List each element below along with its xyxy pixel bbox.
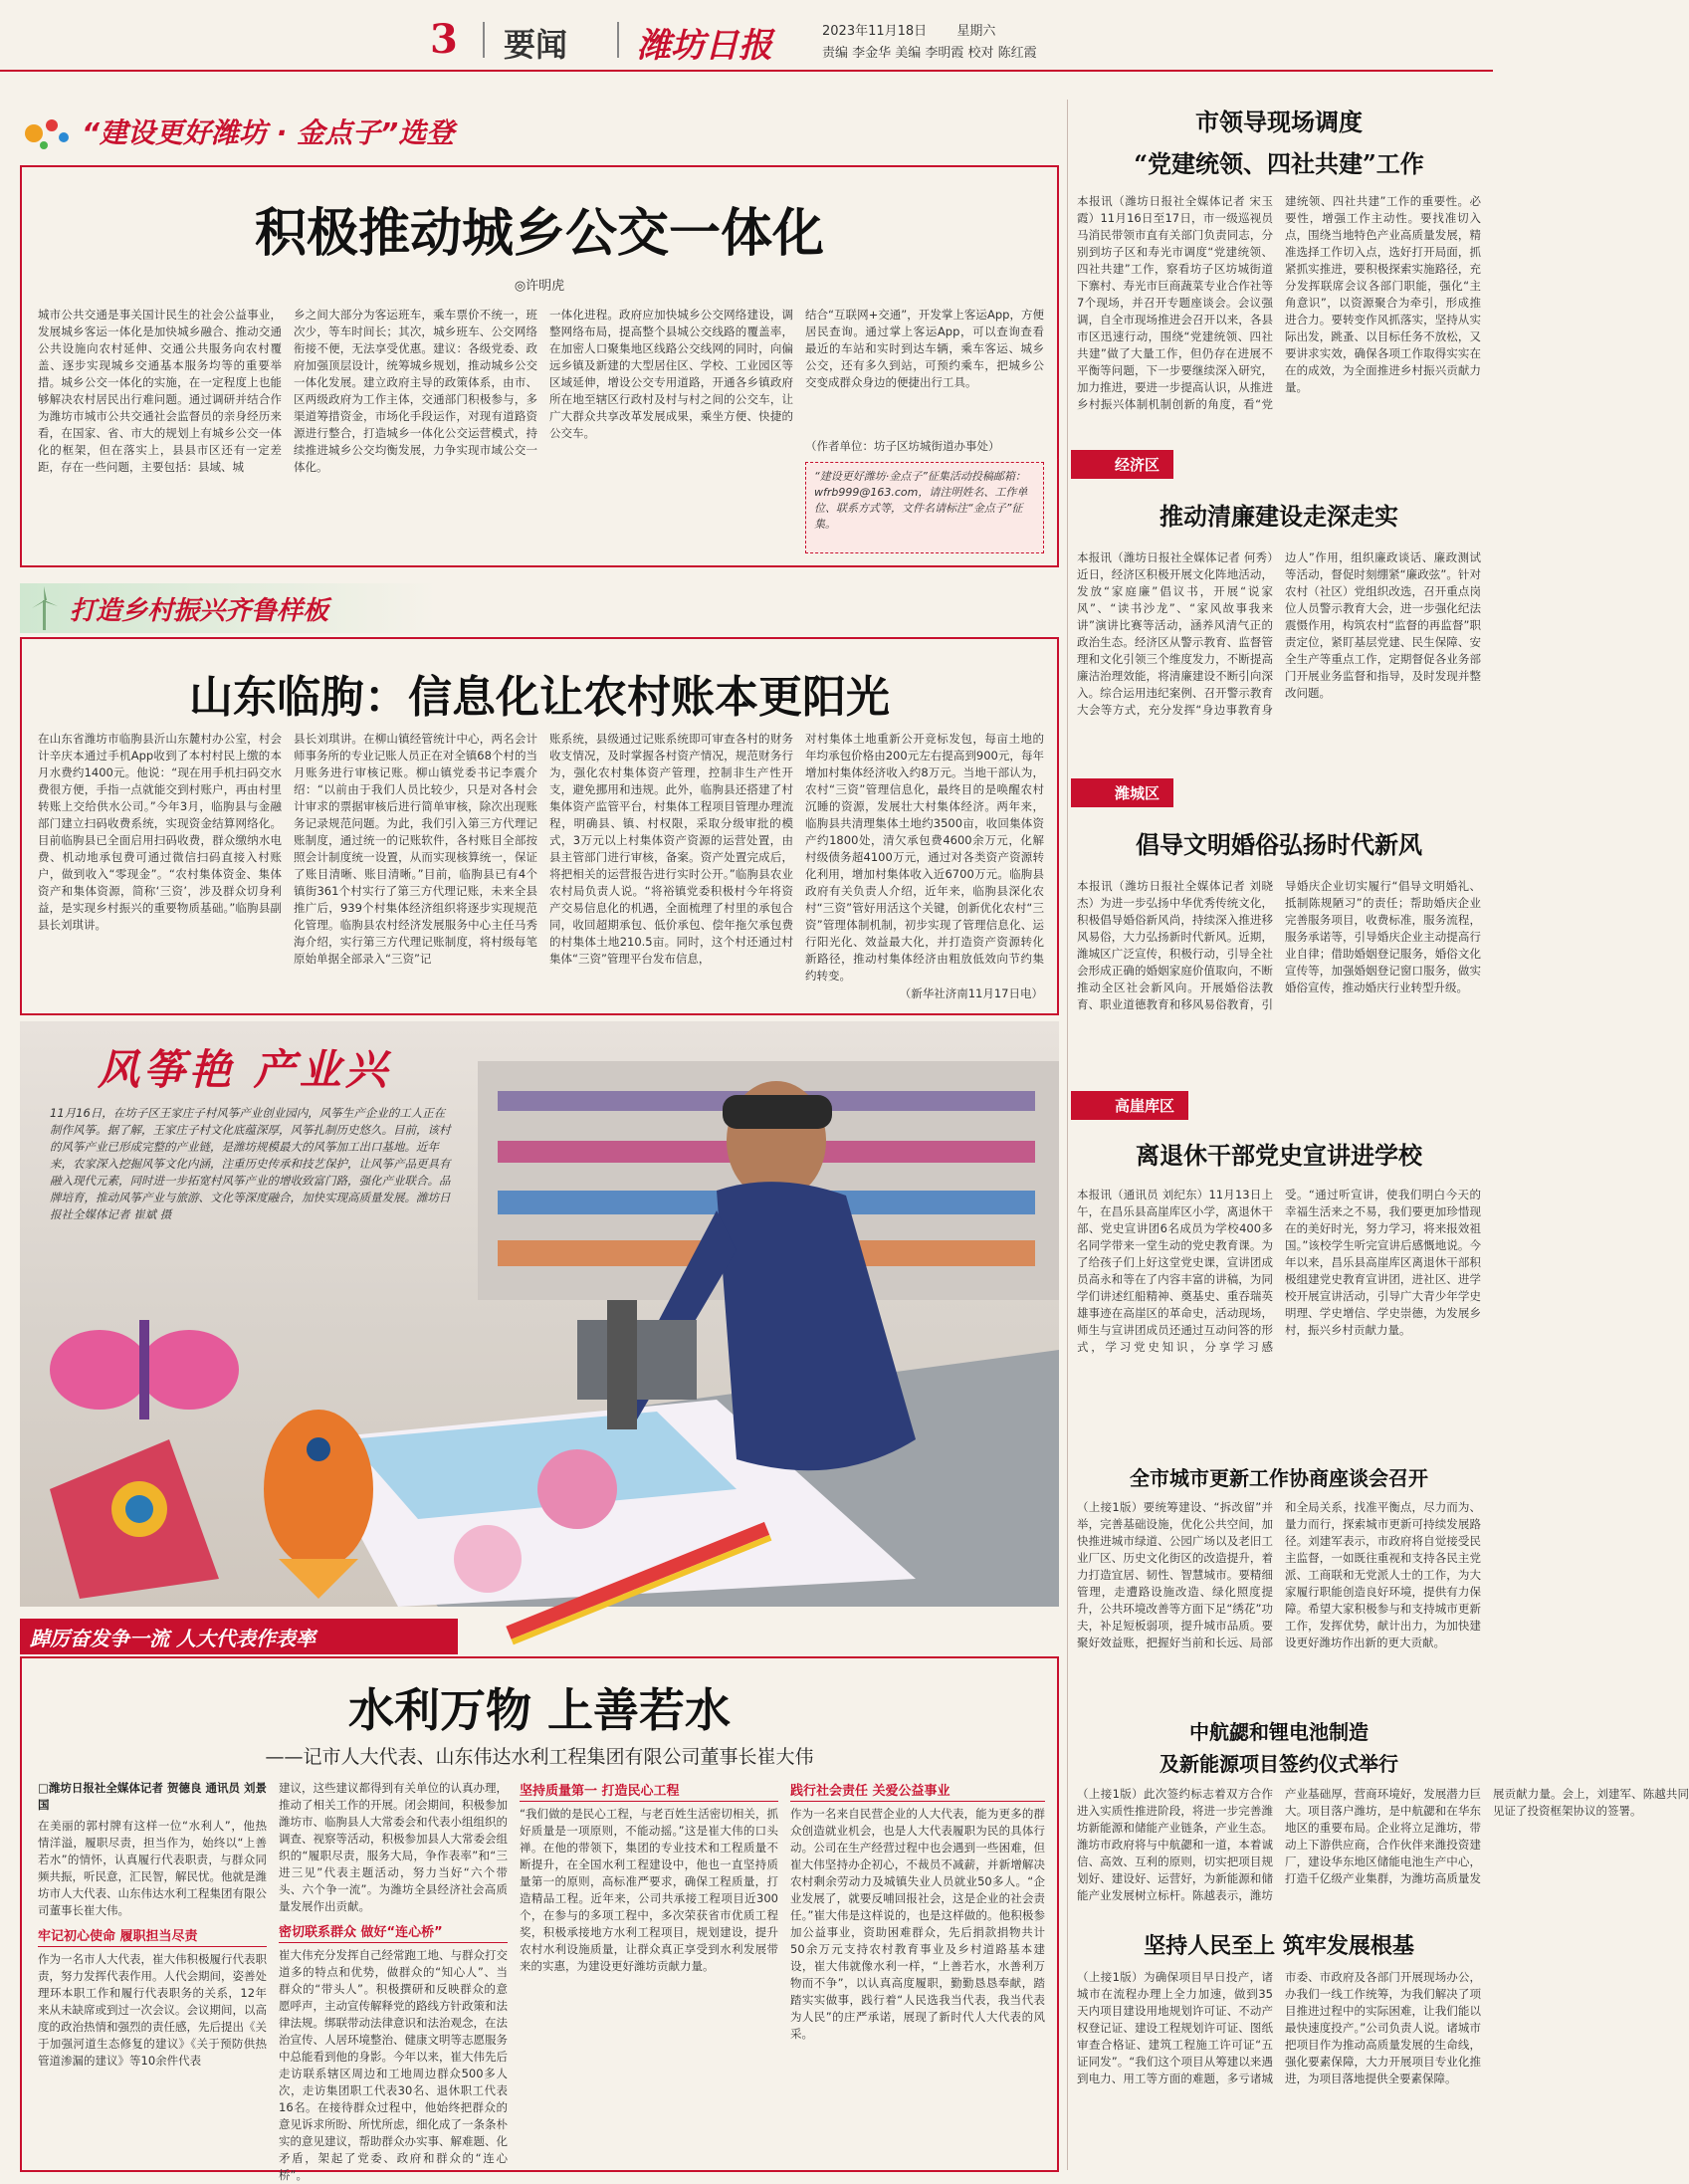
- jjq-body: 本报讯（潍坊日报社全媒体记者 何秀）近日，经济区积极开展文化阵地活动，发放“家庭廉”倡议书，开展“说家风”、“读书沙龙”、“家风故事我来讲”演讲比赛等活动，涵养风清气正的政治生态。经济区从警示教育、监督管理和文化引领三个维度发力，不断提高廉洁治理效能，将清廉建设不断引向深入。综合运用违纪案例、召开警示教育大会等方式，充分发挥“身边事教育身边人”作用，组织廉政谈话、廉政测试等活动，督促时刻绷紧“廉政弦”。针对农村（社区）党组织改选，召开重点岗位人员警示教育大会，进一步强化纪法震慑作用，构筑农村“监督的再监督”职责定位，紧盯基层党建、民生保障、安全生产等重点工作，定期督促各业务部门开展业务监督和指导，及时发现并整改问题。: [1077, 550, 1481, 717]
- gyk-body: 本报讯（通讯员 刘纪东）11月13日上午，在昌乐县高崖库区小学，离退休干部、党史宣讲团6名成员为学校400多名同学带来一堂生动的党史教育课。为了给孩子们上好这堂党史课，宣讲团成员高永和等在了内容丰富的讲稿，为同学们讲述红船精神、奠基史、重吞瑞英雄事迹在高崖区的革命史，活动现场，师生与宣讲团成员还通过互动问答的形式，学习党史知识，分享学习感受。“通过听宣讲，使我们明白今天的幸福生活来之不易，我们要更加珍惜现在的美好时光，努力学习，将来报效祖国。”该校学生听完宣讲后感慨地说。今年以来，昌乐县高崖库区离退休干部积极组建党史教育宣讲团，进社区、进学校开展宣讲活动，引导广大青少年学史明理、学史增信、学史崇德，为发展乡村，振兴乡村贡献力量。: [1077, 1188, 1481, 1354]
- article-water-deputy: [20, 1656, 1059, 2182]
- article-col-1: 在山东省潍坊市临朐县沂山东麓村办公室，村会计辛庆本通过手机App收到了本村村民上缴的本月水费约1400元。他说：“现在用手机扫码交水费很方便，手指一点就能交到村账户，再由村里转账上交给供水公司。”今年3月，临朐县与金融部门建立扫码收费系统，实现资金结算网络化。目前临朐县已全面启用扫码收费，群众缴纳水电费、机动地承包费可通过微信扫码直接入村账户，做到收入“零现金”。“农村集体资金、集体资产和集体资源，简称‘三资’，涉及群众切身利益，是实现乡村振兴的重要物质基础。”临朐县副县长刘琪讲。: [38, 732, 282, 932]
- wcq-body: 本报讯（潍坊日报社全媒体记者 刘晓杰）为进一步弘扬中华优秀传统文化，积极倡导婚俗新风尚，持续深入推进移风易俗，大力弘扬新时代新风。近期，潍城区广泛宣传，积极行动，引导全社会形成正确的婚姻家庭价值取向，不断推动全区社会新风向。开展婚俗法教育、职业道德教育和移风易俗教育，引导婚庆企业切实履行“倡导文明婚礼、抵制陈规陋习”的责任；帮助婚庆企业完善服务项目，收费标准，服务流程，服务承诺等，引导婚庆企业主动提高行业自律；借助婚姻登记服务，婚俗文化宣传等，加强婚姻登记窗口服务，做实婚俗宣传，推动婚庆行业转型升级。: [1077, 879, 1481, 1011]
- article-col-3: 一体化进程。政府应加快城乡公交网络建设，调整网络布局，提高整个县城公交线路的覆盖率，在加密人口聚集地区线路公交线网的同时，向偏远乡镇及新建的大型居住区、学校、工业园区等区域延伸，增设公交专用道路，开通各乡镇政府所在地至辖区行政村及村与村之间的公交车，让广大群众共享改革发展成果，乘坐方便、快捷的公交车。: [549, 308, 793, 440]
- article-col-3: 账系统，县级通过记账系统即可审查各村的财务收支情况，及时掌握各村资产情况，规范财务行为，强化农村集体资产管理，控制非生产性开支，避免挪用和违规。此外，临朐县还搭建了村集体资产监管平台，村集体工程项目管理办理流程，明确县、镇、村权限，采取分级审批的模式，3万元以上村集体资产资源的运营处置，由县主管部门进行审核，备案。资产处置完成后，将把相关的运营报告进行实时公开。”临朐县农业农村局负责人说。“将裕镇党委积极村今年将资产交易信息化的机遇，全面梳理了村里的承包合同，收回超期承包、低价承包、偿年拖欠承包费的村集体土地210.5亩。同时，这个村还通过村集体“三资”管理平台发布信息，: [549, 732, 793, 966]
- body-3: 崔大伟充分发挥自己经常跑工地、与群众打交道多的特点和优势，做群众的“知心人”、当群众的“带头人”。积极撰研和反映群众的意愿呼声，主动宣传解释党的路线方针政策和法律法规。绑联带动法律意识和法治观念，在法治宣传、人居环境整治、健康文明等志愿服务中总能看到他的身影。今年以来，崔大伟先后走访联系辖区周边和工地周边群众500多人次，走访集团职工代表30名、退休职工代表16名。在接待群众过程中，他始终把群众的意见诉求所盼、所忧所虑，细化成了一条条朴实的意见建议，帮助群众办实事、解难题、化矛盾，架起了党委、政府和群众的“连心桥”。: [279, 1948, 508, 2182]
- subhead-3: 坚持质量第一 打造民心工程: [520, 1780, 778, 1802]
- jjq-title: 推动清廉建设走深走实: [1160, 502, 1398, 531]
- photo-caption: 11月16日，在坊子区王家庄子村风筝产业创业园内，风筝生产企业的工人正在制作风筝。据了解，王家庄子村文化底蕴深厚，风筝扎制历史悠久。目前，该村的风筝产业已形成完整的产业链，是潍坊规模最大的风筝加工出口基地。近年来，农家深入挖掘风筝文化内涵，注重历史传承和技艺保护，让风筝产品更具有融入现代元素，同时进一步拓宽村风筝产业的增收致富门路，强化产业联合。品牌培育，推动风筝产业与旅游、文化等深度融合，加快实现高质量发展。潍坊日报社全媒体记者 崔斌 摄: [50, 1106, 451, 1221]
- article-linqu-accounts: [20, 637, 1059, 1015]
- sparkle-icon: [20, 111, 74, 151]
- editors-line: 责编 李金华 美编 李明霞 校对 陈红霞: [822, 46, 1037, 61]
- article-title: 水利万物 上善若水: [347, 1683, 731, 1737]
- right-column-divider: [1067, 100, 1068, 2170]
- masthead-rule: [0, 70, 1493, 72]
- fish-kite: [264, 1410, 373, 1599]
- body-2: 建议，这些建议都得到有关单位的认真办理，推动了相关工作的开展。闭会期间，积极参加潍坊市、临朐县人大常委会和代表小组组织的调查、视察等活动，积极参加县人大常委会组织的“履职尽责，服务大局，争作表率”和“三进三见”代表主题活动，努力当好“六个带头、六个争一流”。为潍坊全县经济社会高质量发展作出贡献。: [279, 1781, 508, 1913]
- wcq-title: 倡导文明婚俗弘扬时代新风: [1136, 830, 1422, 859]
- phoenix-kite: [50, 1439, 219, 1599]
- right-top-title-1: 市领导现场调度: [1195, 108, 1363, 136]
- butterfly-kite: [50, 1320, 239, 1420]
- right-top-title-2: “党建统领、四社共建”工作: [1134, 149, 1424, 178]
- right-top-body: 本报讯（潍坊日报社全媒体记者 宋玉霞）11月16日至17日，市一级巡视员马消民带领市直有关部门负责同志，分别到坊子区和寿光市调度“党建统领、四社共建”工作，察看坊子区坊城街道下寨村、寿光市巨商蔬菜专业合作社等7个现场，并召开专题座谈会。会议强调，自全市现场推进会召开以来，各县市区迅速行动，围绕“党建统领、四社共建”做了大量工作，但仍存在进展不平衡等问题，下一步要继续深入研究，加力推进，要进一步提高认识，从推进乡村振兴体制机制创新的角度，看“党建统领、四社共建”工作的重要性。必要性，增强工作主动性。要找准切入点，围绕当地特色产业高质量发展，精准选择工作切入点，选好打开局面，抓紧抓实推进，要积极探索实施路径，充分发挥联席会议各部门职能，强化“主角意识”，以资源聚合为牵引，形成推进合力。要转变作风抓落实，坚持从实际出发，跳蚤、以目标任务不放松，又要讲求实效，确保各项工作取得实实在在的成效，为全面推进乡村振兴贡献力量。: [1077, 194, 1481, 411]
- article-col-2: 县长刘琪讲。在柳山镇经管统计中心，两名会计师事务所的专业记账人员正在对全镇68个村的当月账务进行审核记账。柳山镇党委书记李震介绍：“以前由于我们人员比较少，只是对各村会计审求的票据审核后进行简单审核，除次出现账务记录规范问题。为此，我们引入第三方代理记账制度，通过统一的记账软件，各村账目全部按照会计制度统一设置，从而实现核算统一，保证了账目清晰、账目清晰。”目前，临朐县已有4个镇街361个村实行了第三方代理记账，未来全县推广后，939个村集体经济组织将逐步实现规范化管理。临朐县农村经济发展服务中心主任马秀海介绍，实行第三方代理记账制度，将村级每笔原始单据全部录入“三资”记: [294, 732, 537, 966]
- kite-photo: [20, 1021, 1059, 1607]
- article-col-2: [279, 1780, 508, 2182]
- news3-body: （上接1版）为确保项目早日投产，诸城市在流程办理上全力加速，做到35天内项目建设用地规划许可证、不动产权登记证、建设工程规划许可证、图纸审查合格证、建筑工程施工许可证“五证同发”。“我们这个项目从筹建以来遇到电力、用工等方面的难题，多亏诸城市委、市政府及各部门开展现场办公，办我们一线工作统筹，为我们解决了项目推进过程中的实际困难，让我们能以最快速度投产。”公司负责人说。诸城市把项目作为推动高质量发展的生命线，强化要素保障，大力开展项目专业化推进，为项目落地提供全要素保障。: [1077, 1970, 1481, 2085]
- article-col-4: [790, 1780, 1045, 2166]
- tag-wcq: 潍城区: [1071, 778, 1173, 807]
- page-number: 3: [430, 16, 458, 63]
- paper-logo: 潍坊日报: [637, 26, 772, 66]
- reporter-line: □潍坊日报社全媒体记者 贺德良 通讯员 刘景国: [38, 1781, 267, 1812]
- body-5: 作为一名来自民营企业的人大代表，能为更多的群众创造就业机会，也是人大代表履职为民的具体行动。公司在生产经营过程中也会遇到一些困难，但崔大伟坚持办企初心，不裁员不减薪，并新增解决农村剩余劳动力及城镇失业人员就业50多人。“企业发展了，就要反哺回报社会，这是企业的社会责任。”崔大伟是这样说的，也是这样做的。他积极参加公益事业，资助困难群众，先后捐款捐物共计50余万元支持农村教育事业及乡村道路基本建设，崔大伟就像水利一样，“上善若水，水善利万物而不争”，以认真高度履职，勤勤恳恳奉献，踏踏实实做事，践行着“人民选我当代表，我当代表为人民”的庄严承诺，展现了新时代人大代表的风采。: [790, 1807, 1045, 2041]
- banner-text: “建设更好潍坊 · 金点子”选登: [82, 116, 455, 149]
- news1-title: 全市城市更新工作协商座谈会召开: [1130, 1466, 1428, 1490]
- tag-jjq: 经济区: [1071, 450, 1173, 479]
- article-col-4: 对村集体土地重新公开竞标发包，每亩土地的年均承包价格由200元左右提高到900元，每年增加村集体经济收入约8万元。当地干部认为，农村“三资”管理信息化，最终目的是唤醒农村沉睡的资源，发展壮大村集体经济。两年来，临朐县共清理集体土地约3500亩，收回集体资产约1800处，清欠承包费4600余万元，化解村级债务超4100万元，通过对各类资产资源转化利用，增加村集体收入近6700万元。临朐县政府有关负责人介绍，近年来，临朐县深化农村“三资”管好用活这个关键，创新优化农村“三资”管理体制机制，初步实现了管理信息化、运行阳光化、效益最大化，并打造资产资源转化新路径，推动村集体经济由粗放低效向节约集约转变。: [805, 732, 1044, 983]
- article-author: ◎许明虎: [514, 279, 565, 294]
- news2-title-1: 中航勰和锂电池制造: [1189, 1720, 1369, 1744]
- article-byline: （新华社济南11月17日电）: [899, 986, 1043, 1000]
- feature-banner: 风筝艳 产业兴: [98, 1045, 391, 1094]
- subhead-1: 牢记初心使命 履职担当尽责: [38, 1925, 267, 1947]
- article-subtitle: ——记市人大代表、山东伟达水利工程集团有限公司董事长崔大伟: [265, 1746, 814, 1768]
- article-col-1: 城市公共交通是事关国计民生的社会公益事业，发展城乡客运一体化是加快城乡融合、推动交通公共设施向农村延伸、交通公共服务向农村覆盖、逐步实现城乡交通基本服务均等的重要举措。城乡公交一体化的实施，在一定程度上也能够解决农村居民出行难问题。通过调研并结合作为潍坊市城市公共交通社会监督员的亲身经历来看，在国家、省、市大的规划上有城乡公交一体化的框架，但在落实上，县县市区还有一定差距，存在一些问题，主要包括：县域、城: [38, 308, 282, 474]
- masthead: [0, 0, 1493, 70]
- banner-deputy: [20, 1619, 458, 1654]
- lead-paragraph: 在美丽的郭村牌有这样一位“水利人”，他热情洋溢，履职尽责，担当作为，始终以“上善若水”的情怀，认真履行代表职责，与群众同频共振，听民意，汇民智，解民忧。他就是潍坊市人大代表、山东伟达水利工程集团有限公司董事长崔大伟。: [38, 1819, 267, 1917]
- banner-rural-revival: [20, 583, 438, 633]
- article-title: 积极推动城乡公交一体化: [254, 203, 824, 264]
- banner-golden-idea: [20, 106, 717, 157]
- banner-text: 打造乡村振兴齐鲁样板: [70, 595, 329, 626]
- banner-text: 踔厉奋发争一流 人大代表作表率: [30, 1626, 316, 1650]
- news3-title: 坚持人民至上 筑牢发展根基: [1144, 1933, 1414, 1959]
- call-for-ideas-text: “建设更好潍坊·金点子”征集活动投稿邮箱：wfrb999@163.com，请注明姓名、工作单位、联系方式等，文件名请标注“金点子”征集。: [814, 470, 1028, 531]
- article-col-1: [38, 1780, 267, 2166]
- article-col-2: 乡之间大部分为客运班车，乘车票价不统一，班次少，等车时间长；其次，城乡班车、公交网络衔接不便，无法享受优惠。建议：各级党委、政府加强顶层设计，统筹城乡规划，推动城乡公交一体化发展。建立政府主导的政策体系，由市、区两级政府为工作主体，交通部门积极参与，多渠道筹措资金，市场化手段运作，对现有道路资源进行整合，打造城乡一体化公交运营模式，持续推进城乡公交均衡发展，力争实现市域公交一体化。: [294, 308, 537, 474]
- article-bus-integration: [20, 165, 1059, 567]
- news1-body: （上接1版）要统筹建设、“拆改留”并举，完善基础设施，优化公共空间，加快推进城市绿道、公园广场以及老旧工业厂区、历史文化街区的改造提升，着力打造宜居、韧性、智慧城市。要精细管理，走遭路设施改造、绿化照度提升，公共环境改善等方面下足“绣花”功夫，补足短板弱项，提升城市品质。要聚好效益账，把握好当前和长远、局部和全局关系，找准平衡点，尽力而为、量力而行，探索城市更新可持续发展路径。刘建军表示，市政府将自觉接受民主监督，一如既往重视和支持各民主党派、工商联和无党派人士的工作，为大家履行职能创造良好环境，提供有力保障。希望大家积极参与和支持城市更新工作，发挥优势，献计出力，为加快建设更好潍坊作出新的更大贡献。: [1077, 1500, 1481, 1649]
- article-col-3: [520, 1780, 778, 2166]
- article-title: 山东临朐：信息化让农村账本更阳光: [189, 672, 890, 723]
- body-1: 作为一名市人大代表，崔大伟积极履行代表职责，努力发挥代表作用。人代会期间，姿善处理环本职工作和履行代表职务的关系，12年来从未缺席或到过一次会议。会议期间，以高度的政治热情和强烈的责任感，先后提出《关于加强河道生态修复的建议》《关于预防供热管道渗漏的建议》等10余件代表: [38, 1952, 267, 2068]
- article-col-4: 结合“互联网+交通”，开发掌上客运App，方便居民查询。通过掌上客运App，可以查询查看最近的车站和实时到达车辆，乘车客运、城乡公交，还有多久到站，可预约乘车，把城乡公交变成群众身边的便捷出行工具。: [805, 308, 1044, 389]
- tag-gyk: 高崖库区: [1071, 1091, 1188, 1120]
- call-for-ideas-box: [805, 462, 1044, 553]
- section-name: 要闻: [504, 26, 568, 64]
- wind-turbine-icon: [20, 586, 70, 630]
- news2-body: （上接1版）此次签约标志着双方合作进入实质性推进阶段，将进一步完善潍坊新能源和储能产业链条，产业生态。潍坊市政府将与中航勰和一道，本着诚信、高效、互利的原则，切实把项目规划好、建设好、运营好，为新能源和储能产业发展树立标杆。陈越表示，潍坊产业基础厚，营商环境好，发展潜力巨大。项目落户潍坊，是中航勰和在华东地区的重要布局。企业将立足潍坊，带动上下游供应商，合作伙伴来潍投资建厂，建设华东地区储能电池生产中心，打造千亿级产业集群，为潍坊高质量发展贡献力量。会上，刘建军、陈越共同见证了投资框架协议的签署。: [1077, 1787, 1689, 1902]
- body-4: “我们做的是民心工程，与老百姓生活密切相关，抓好质量是一项原则，不能动摇。”这是崔大伟的口头禅。在他的带领下，集团的专业技术和工程质量不断提升，在全国水利工程建设中，他也一直坚持质量第一的原则，高标准严要求，确保工程质量，打造精品工程。近年来，公司共承接工程项目近300个，在参与的多项工程中，多次荣获省市优质工程奖，积极承接地方水利工程项目，规划建设，提升农村水利设施质量，让群众真正享受到水利发展带来的实惠，为建设更好潍坊贡献力量。: [520, 1807, 778, 1973]
- subhead-2: 密切联系群众 做好“连心桥”: [279, 1921, 508, 1943]
- issue-date: 2023年11月18日 星期六: [822, 24, 996, 39]
- news2-title-2: 及新能源项目签约仪式举行: [1160, 1752, 1398, 1776]
- article-byline: （作者单位：坊子区坊城街道办事处）: [805, 439, 1000, 453]
- gyk-title: 离退休干部党史宣讲进学校: [1136, 1141, 1422, 1170]
- subhead-4: 践行社会责任 关爱公益事业: [790, 1780, 1045, 1802]
